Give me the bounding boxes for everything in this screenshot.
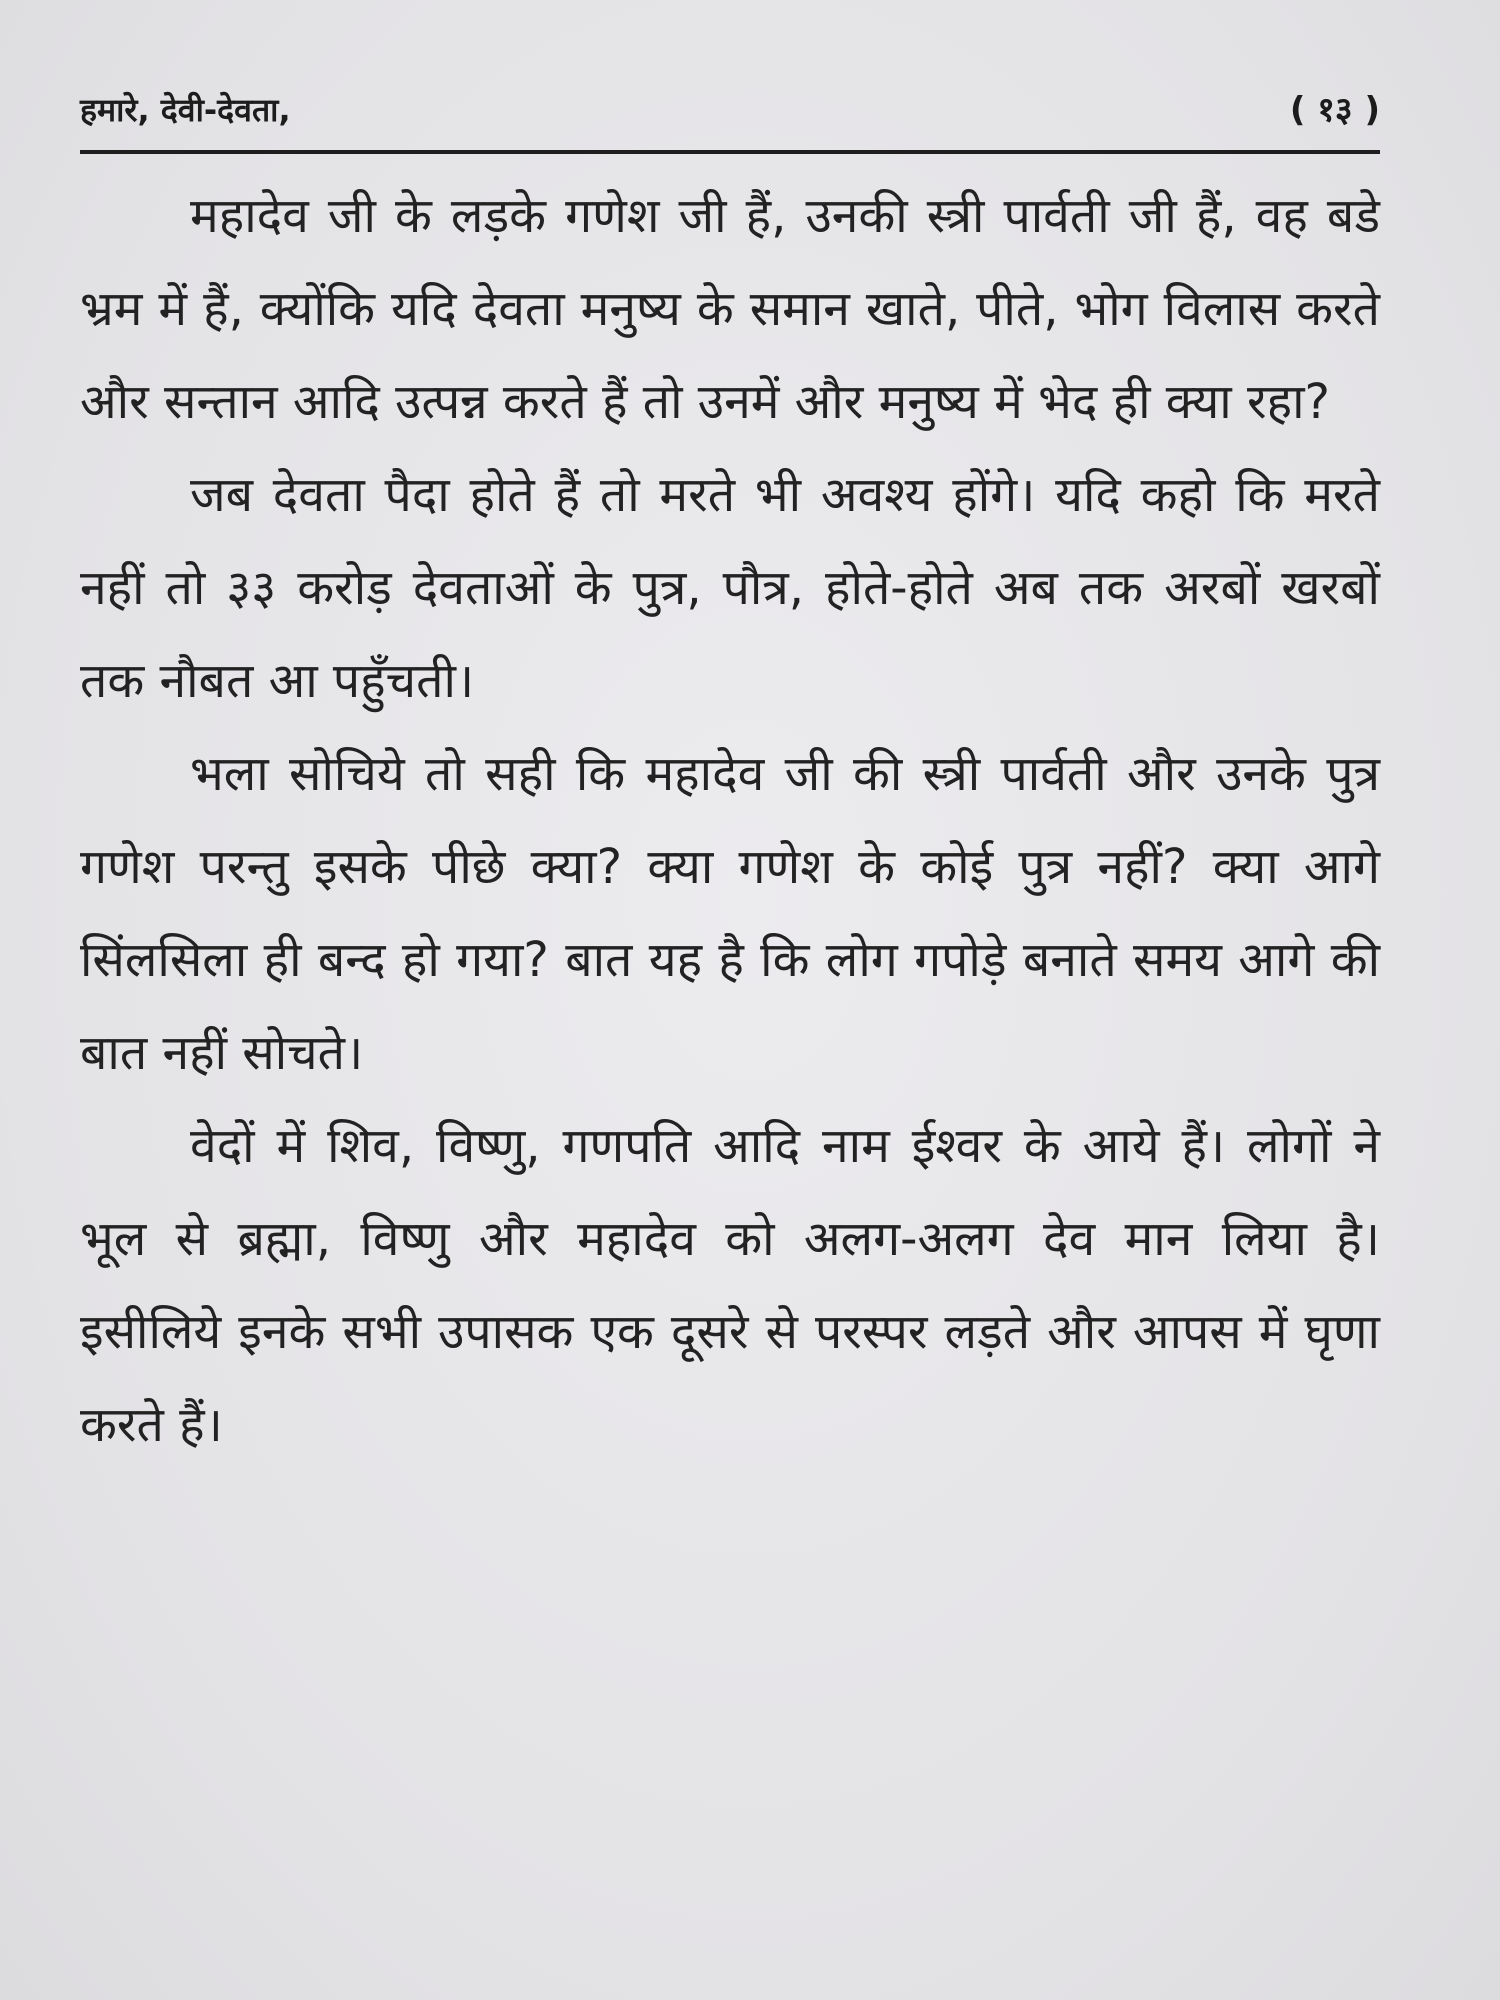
paragraph: वेदों में शिव, विष्णु, गणपति आदि नाम ईश्वर के आये हैं। लोगों ने भूल से ब्रह्मा, विष्णु और महादेव को अलग-अलग देव मान लिया है। इसीलिये इनके सभी उपासक एक दूसरे से परस्पर लड़ते और आपस में घृणा करते हैं। — [80, 1118, 1380, 1453]
running-title: हमारे, देवी-देवता, — [80, 91, 291, 129]
paragraph: जब देवता पैदा होते हैं तो मरते भी अवश्य होंगे। यदि कहो कि मरते नहीं तो ३३ करोड़ देवताओं के पुत्र, पौत्र, होते-होते अब तक अरबों खरबों तक नौबत आ पहुँचती। — [80, 467, 1380, 709]
body-text — [80, 170, 1380, 1472]
page-header — [80, 90, 1380, 140]
header-rule — [80, 150, 1380, 154]
paragraph: महादेव जी के लड़के गणेश जी हैं, उनकी स्त्री पार्वती जी हैं, वह बडे भ्रम में हैं, क्योंकि यदि देवता मनुष्य के समान खाते, पीते, भोग विलास करते और सन्तान आदि उत्पन्न करते हैं तो उनमें और मनुष्य में भेद ही क्या रहा? — [80, 188, 1380, 430]
paragraph: भला सोचिये तो सही कि महादेव जी की स्त्री पार्वती और उनके पुत्र गणेश परन्तु इसके पीछे क्या? क्या गणेश के कोई पुत्र नहीं? क्या आगे सिंलसिला ही बन्द हो गया? बात यह है कि लोग गपोड़े बनाते समय आगे की बात नहीं सोचते। — [80, 746, 1380, 1081]
page-number: ( १३ ) — [1289, 90, 1380, 130]
